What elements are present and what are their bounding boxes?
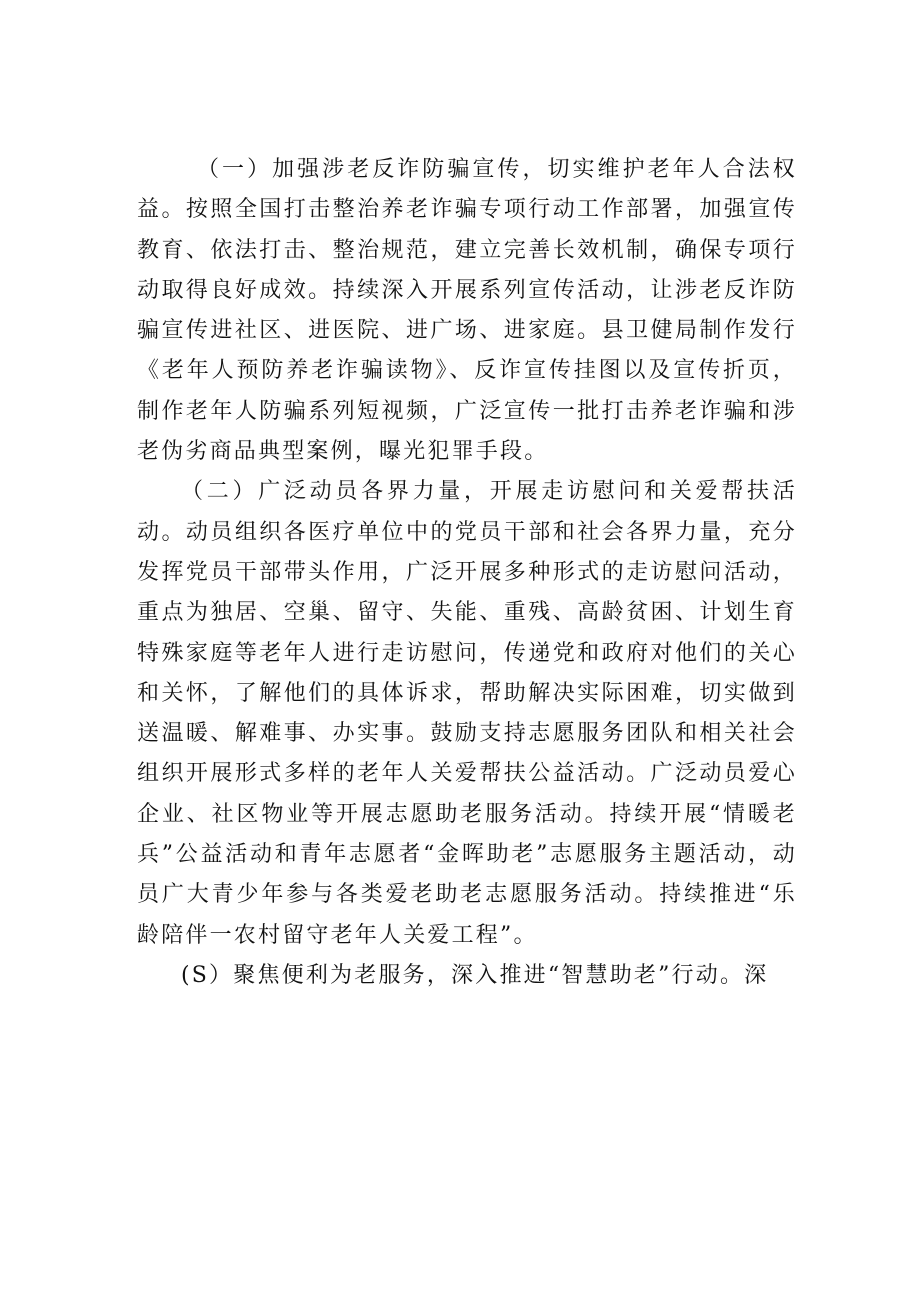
paragraph-section-3: (S）聚焦便利为老服务，深入推进“智慧助老”行动。深 [181,962,769,988]
document-body [137,150,797,996]
paragraph-section-2: （二）广泛动员各界力量，开展走访慰问和关爱帮扶活动。动员组织各医疗单位中的党员干部和社会各界力量，充分发挥党员干部带头作用，广泛开展多种形式的走访慰问活动，重点为独居、空巢、留守、失能、重残、高龄贫困、计划生育特殊家庭等老年人进行走访慰问，传递党和政府对他们的关心和关怀，了解他们的具体诉求，帮助解决实际困难，切实做到送温暖、解难事、办实事。鼓励支持志愿服务团队和相关社会组织开展形式多样的老年人关爱帮扶公益活动。广泛动员爱心企业、社区物业等开展志愿助老服务活动。持续开展“情暖老兵”公益活动和青年志愿者“金晖助老”志愿服务主题活动，动员广大青少年参与各类爱老助老志愿服务活动。持续推进“乐龄陪伴一农村留守老年人关爱工程”。 [137,479,797,948]
paragraph-section-1: （一）加强涉老反诈防骗宣传，切实维护老年人合法权益。按照全国打击整治养老诈骗专项行动工作部署，加强宣传教育、依法打击、整治规范，建立完善长效机制，确保专项行动取得良好成效。持续深入开展系列宣传活动，让涉老反诈防骗宣传进社区、进医院、进广场、进家庭。县卫健局制作发行《老年人预防养老诈骗读物》、反诈宣传挂图以及宣传折页，制作老年人防骗系列短视频，广泛宣传一批打击养老诈骗和涉老伪劣商品典型案例，曝光犯罪手段。 [137,157,797,465]
